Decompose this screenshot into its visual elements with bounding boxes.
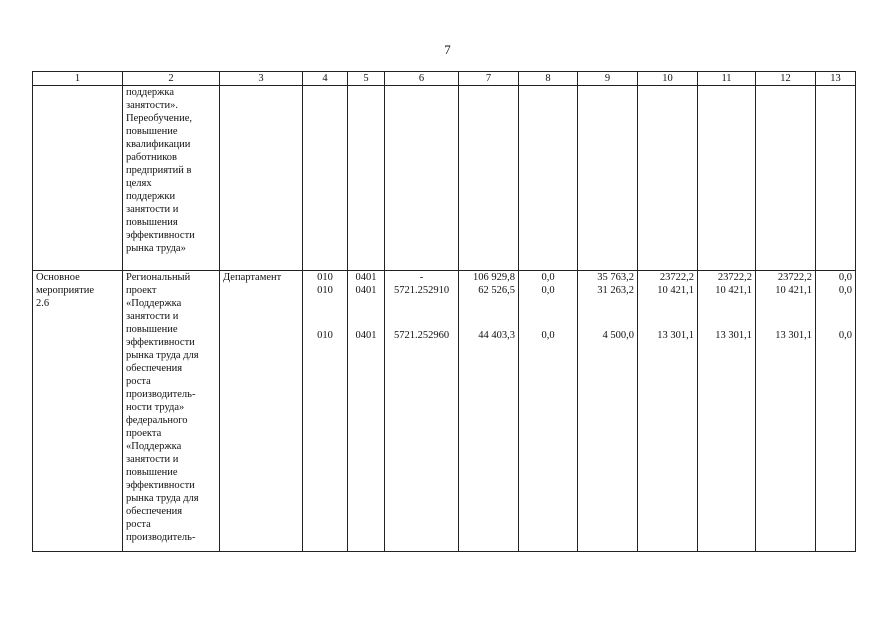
col-11-values — [698, 271, 756, 552]
text-line: обеспечения — [126, 506, 183, 517]
table-cell: 4 500,0 — [602, 330, 634, 341]
col-7-values — [459, 271, 519, 552]
text-line: повышение — [126, 467, 178, 478]
table-cell — [385, 86, 459, 271]
table-cell: 23722,2 — [777, 272, 812, 283]
activity-description — [123, 86, 220, 271]
header-row — [33, 72, 856, 86]
text-line: повышения — [126, 217, 178, 228]
text-line: проект — [126, 285, 157, 296]
activity-description — [123, 271, 220, 552]
text-line: занятости». — [126, 100, 178, 111]
table-cell: 0,0 — [541, 330, 555, 341]
table-cell: 23722,2 — [659, 272, 694, 283]
column-header: 2 — [123, 72, 220, 86]
column-header: 1 — [33, 72, 123, 86]
table-cell: 0,0 — [541, 272, 555, 283]
text-line: «Поддержка — [126, 441, 182, 452]
table-cell: 31 263,2 — [597, 285, 634, 296]
text-line: занятости и — [126, 311, 179, 322]
text-line: ности труда» — [126, 402, 185, 413]
text-line: занятости и — [126, 204, 179, 215]
column-header: 8 — [519, 72, 578, 86]
text-line: предприятий в — [126, 165, 192, 176]
table-cell: 010 — [317, 330, 333, 341]
table-cell: 13 301,1 — [657, 330, 694, 341]
table-row — [33, 86, 856, 271]
table-cell: 13 301,1 — [775, 330, 812, 341]
table-cell: 0401 — [355, 272, 377, 283]
table-cell: 62 526,5 — [478, 285, 515, 296]
table-cell: - — [419, 272, 424, 283]
text-line: Переобучение, — [126, 113, 193, 124]
table-cell — [220, 86, 303, 271]
column-header: 3 — [220, 72, 303, 86]
column-header: 7 — [459, 72, 519, 86]
table-cell — [816, 86, 856, 271]
col-8-values — [519, 271, 578, 552]
column-header: 11 — [698, 72, 756, 86]
table-cell: 44 403,3 — [478, 330, 515, 341]
text-line: мероприятие — [36, 285, 94, 296]
text-line: квалификации — [126, 139, 191, 150]
text-line: федерального — [126, 415, 188, 426]
text-line: обеспечения — [126, 363, 183, 374]
table-cell: 0,0 — [838, 285, 852, 296]
table-cell — [348, 86, 385, 271]
text-line: «Поддержка — [126, 298, 182, 309]
col-9-values — [578, 271, 638, 552]
text-line: 2.6 — [36, 298, 50, 309]
activity-name — [33, 271, 123, 552]
page-number: 7 — [444, 42, 451, 57]
column-header: 5 — [348, 72, 385, 86]
text-line: роста — [126, 519, 151, 530]
responsible-executor: Департамент — [220, 271, 303, 552]
text-line: занятости и — [126, 454, 179, 465]
text-line: повышение — [126, 324, 178, 335]
text-line: эффективности — [126, 480, 195, 491]
table-cell: 0,0 — [838, 272, 852, 283]
table-cell: 5721.252960 — [393, 330, 450, 341]
text-line: производитель- — [126, 389, 196, 400]
table-cell — [459, 86, 519, 271]
table-cell — [578, 86, 638, 271]
text-line: Региональный — [126, 272, 191, 283]
col-12-values — [756, 271, 816, 552]
budget-table — [32, 71, 856, 552]
col-10-values — [638, 271, 698, 552]
text-line: повышение — [126, 126, 178, 137]
table-cell: 23722,2 — [717, 272, 752, 283]
text-line: рынка труда для — [126, 493, 199, 504]
table-cell: 010 — [317, 272, 333, 283]
text-line: производитель- — [126, 532, 196, 543]
col-6-values — [385, 271, 459, 552]
text-line: поддержки — [126, 191, 176, 202]
table-cell — [519, 86, 578, 271]
table-cell — [756, 86, 816, 271]
table-cell: 0,0 — [838, 330, 852, 341]
table-cell: 0,0 — [541, 285, 555, 296]
text-line: работников — [126, 152, 177, 163]
table-cell — [33, 86, 123, 271]
column-header: 12 — [756, 72, 816, 86]
table-cell: 5721.252910 — [393, 285, 450, 296]
column-header: 6 — [385, 72, 459, 86]
table-row — [33, 271, 856, 552]
table-cell: 0401 — [355, 330, 377, 341]
table-cell — [638, 86, 698, 271]
table-cell: 10 421,1 — [775, 285, 812, 296]
table-cell: 106 929,8 — [473, 272, 515, 283]
text-line: эффективности — [126, 230, 195, 241]
col-13-values — [816, 271, 856, 552]
table-cell: 13 301,1 — [715, 330, 752, 341]
text-line: эффективности — [126, 337, 195, 348]
column-header: 4 — [303, 72, 348, 86]
col-4-values — [303, 271, 348, 552]
table-cell: 010 — [317, 285, 333, 296]
text-line: целях — [126, 178, 152, 189]
text-line: роста — [126, 376, 151, 387]
column-header: 9 — [578, 72, 638, 86]
table-cell — [698, 86, 756, 271]
column-header: 13 — [816, 72, 856, 86]
text-line: Основное — [36, 272, 80, 283]
text-line: рынка труда для — [126, 350, 199, 361]
table-cell — [303, 86, 348, 271]
table-cell: 10 421,1 — [657, 285, 694, 296]
table-cell: 10 421,1 — [715, 285, 752, 296]
text-line: рынка труда» — [126, 243, 186, 254]
col-5-values — [348, 271, 385, 552]
text-line: проекта — [126, 428, 162, 439]
column-header: 10 — [638, 72, 698, 86]
table-cell: 0401 — [355, 285, 377, 296]
text-line: поддержка — [126, 87, 175, 98]
table-cell: 35 763,2 — [597, 272, 634, 283]
